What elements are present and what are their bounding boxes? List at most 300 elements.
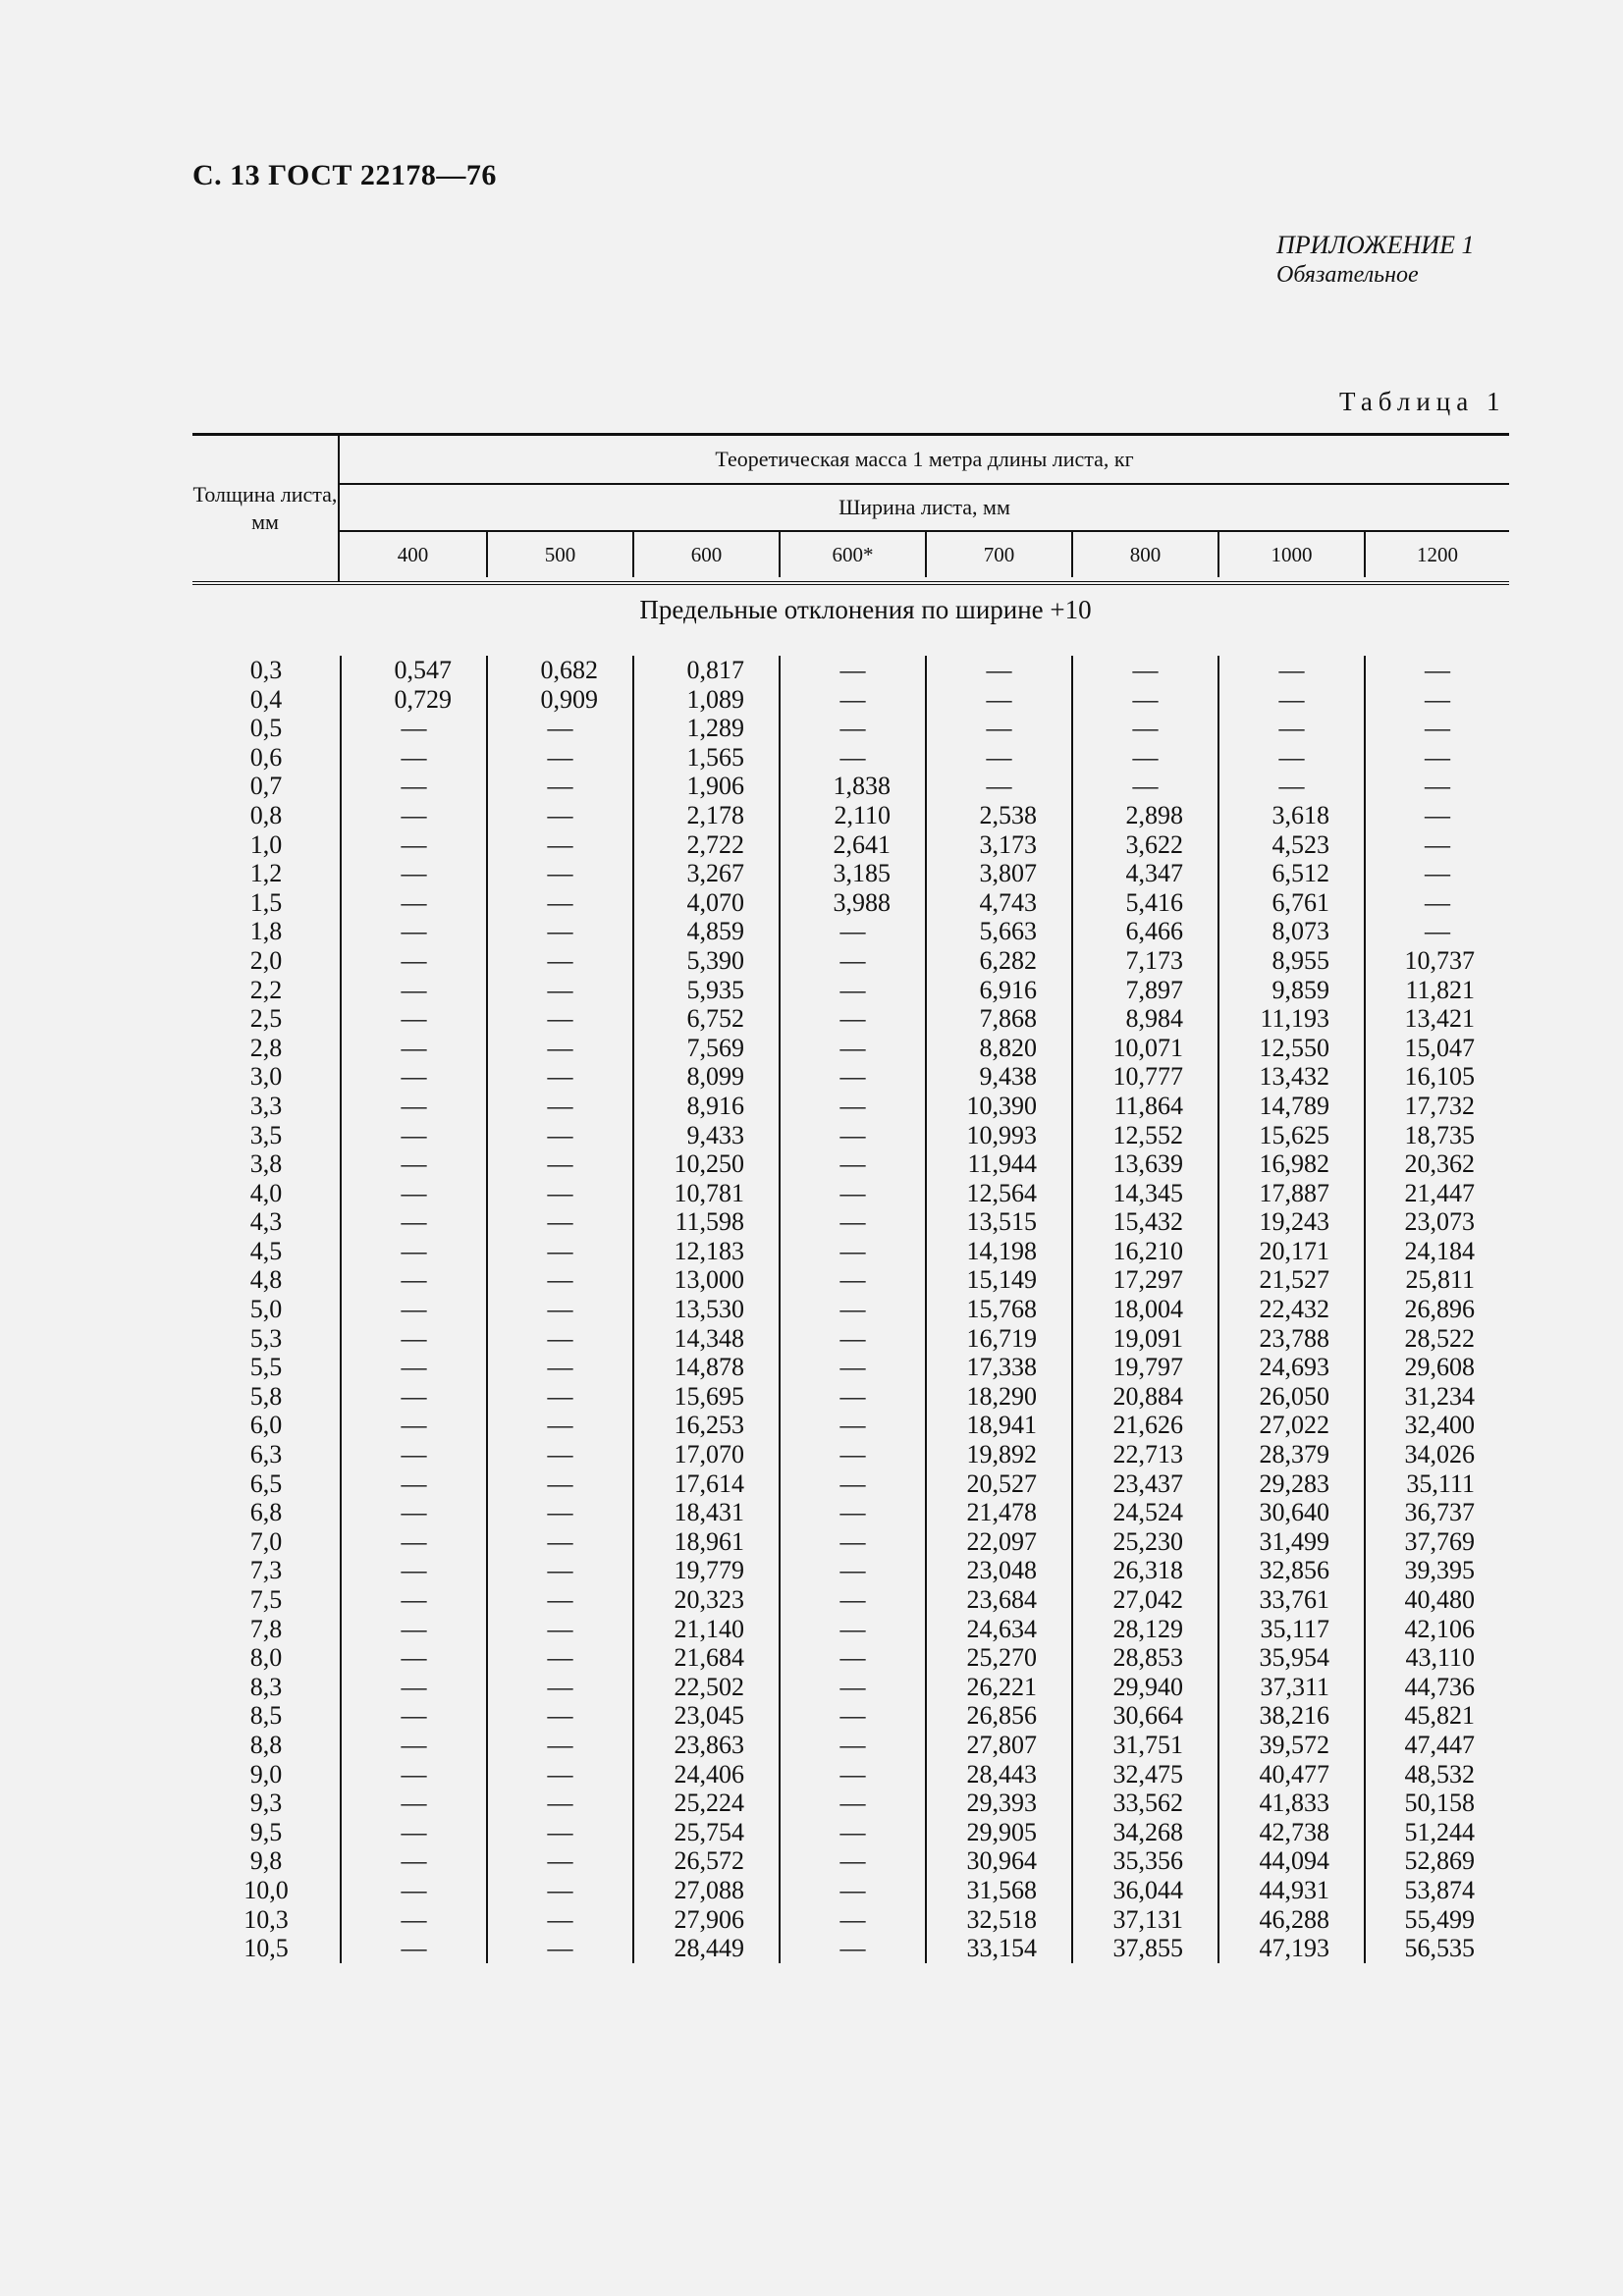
mass-cell: 2,178 xyxy=(632,801,779,830)
mass-cell: 32,856 xyxy=(1217,1556,1364,1585)
thickness-cell: 0,5 xyxy=(249,714,283,743)
mass-cell: — xyxy=(340,743,486,773)
mass-cell: 8,984 xyxy=(1071,1004,1217,1034)
thickness-cell: 4,3 xyxy=(249,1207,283,1237)
mass-cell: 32,400 xyxy=(1364,1411,1509,1440)
mass-cell: 2,538 xyxy=(925,801,1071,830)
mass-cell: 12,552 xyxy=(1071,1121,1217,1150)
mass-cell: 47,193 xyxy=(1217,1934,1364,1963)
mass-cell: — xyxy=(1217,714,1364,743)
table-row xyxy=(192,1731,1509,1760)
mass-cell: — xyxy=(779,656,925,685)
mass-cell: 25,270 xyxy=(925,1643,1071,1673)
mass-cell: 21,447 xyxy=(1364,1179,1509,1208)
mass-cell: — xyxy=(1217,743,1364,773)
mass-cell: 19,243 xyxy=(1217,1207,1364,1237)
mass-cell: 33,154 xyxy=(925,1934,1071,1963)
table-row xyxy=(192,917,1509,946)
column-rule-spacer xyxy=(192,1963,1509,1977)
mass-cell: 18,941 xyxy=(925,1411,1071,1440)
thickness-cell: 1,2 xyxy=(249,859,283,888)
mass-cell: 37,855 xyxy=(1071,1934,1217,1963)
mass-cell: — xyxy=(486,1673,632,1702)
mass-cell: — xyxy=(486,1062,632,1092)
table-row xyxy=(192,1034,1509,1063)
mass-cell: 26,896 xyxy=(1364,1295,1509,1324)
appendix-status: Обязательное xyxy=(1276,262,1419,288)
thickness-column-header: Толщина листа, мм xyxy=(192,436,340,581)
mass-cell: — xyxy=(340,1149,486,1179)
mass-cell: 19,091 xyxy=(1071,1324,1217,1354)
mass-cell: 27,088 xyxy=(632,1876,779,1905)
width-header: Ширина листа, мм xyxy=(340,485,1509,532)
mass-cell: — xyxy=(340,830,486,860)
mass-cell: — xyxy=(486,743,632,773)
table-row xyxy=(192,743,1509,773)
table-row xyxy=(192,976,1509,1005)
mass-cell: 13,530 xyxy=(632,1295,779,1324)
mass-cell: — xyxy=(779,1615,925,1644)
mass-cell: 3,267 xyxy=(632,859,779,888)
mass-cell: — xyxy=(340,1295,486,1324)
mass-cell: 15,695 xyxy=(632,1382,779,1412)
mass-cell: 13,639 xyxy=(1071,1149,1217,1179)
mass-cell: — xyxy=(1364,859,1509,888)
mass-cell: 24,524 xyxy=(1071,1498,1217,1527)
mass-cell: — xyxy=(1071,656,1217,685)
mass-cell: 1,906 xyxy=(632,772,779,801)
thickness-cell: 3,8 xyxy=(249,1149,283,1179)
mass-cell: 34,268 xyxy=(1071,1818,1217,1847)
mass-cell: 6,916 xyxy=(925,976,1071,1005)
mass-cell: 4,743 xyxy=(925,888,1071,918)
mass-cell: 23,437 xyxy=(1071,1469,1217,1499)
mass-cell: 40,477 xyxy=(1217,1760,1364,1789)
mass-cell: 26,221 xyxy=(925,1673,1071,1702)
table-row xyxy=(192,1353,1509,1382)
mass-cell: 30,664 xyxy=(1071,1701,1217,1731)
mass-cell: — xyxy=(1364,656,1509,685)
mass-cell: — xyxy=(486,1498,632,1527)
mass-cell: 14,789 xyxy=(1217,1092,1364,1121)
mass-cell: 7,569 xyxy=(632,1034,779,1063)
mass-cell: — xyxy=(1071,714,1217,743)
mass-cell: — xyxy=(1364,917,1509,946)
mass-cell: 0,682 xyxy=(486,656,632,685)
mass-cell: — xyxy=(925,772,1071,801)
table-row xyxy=(192,1062,1509,1092)
thickness-cell: 6,5 xyxy=(249,1468,283,1498)
mass-cell: — xyxy=(340,1556,486,1585)
mass-cell: — xyxy=(340,1673,486,1702)
mass-cell: — xyxy=(1364,685,1509,715)
mass-cell: 40,480 xyxy=(1364,1585,1509,1615)
mass-cell: 31,234 xyxy=(1364,1382,1509,1412)
mass-cell: 16,719 xyxy=(925,1324,1071,1354)
mass-cell: — xyxy=(486,1818,632,1847)
thickness-cell: 5,8 xyxy=(249,1381,283,1411)
table-row xyxy=(192,1934,1509,1963)
mass-cell: — xyxy=(340,1498,486,1527)
mass-cell: — xyxy=(1071,685,1217,715)
mass-cell: 23,073 xyxy=(1364,1207,1509,1237)
thickness-cell: 5,0 xyxy=(249,1295,283,1324)
mass-cell: — xyxy=(779,685,925,715)
thickness-cell: 5,3 xyxy=(249,1323,283,1353)
mass-cell: 5,935 xyxy=(632,976,779,1005)
mass-cell: 15,047 xyxy=(1364,1034,1509,1063)
mass-cell: 29,940 xyxy=(1071,1673,1217,1702)
mass-cell: — xyxy=(1364,772,1509,801)
mass-cell: — xyxy=(340,1615,486,1644)
mass-cell: 15,432 xyxy=(1071,1207,1217,1237)
mass-cell: — xyxy=(779,1411,925,1440)
mass-cell: 25,754 xyxy=(632,1818,779,1847)
mass-cell: 16,253 xyxy=(632,1411,779,1440)
mass-cell: 55,499 xyxy=(1364,1905,1509,1935)
mass-cell: 38,216 xyxy=(1217,1701,1364,1731)
mass-cell: 26,856 xyxy=(925,1701,1071,1731)
mass-cell: — xyxy=(340,1846,486,1876)
table-row xyxy=(192,1295,1509,1324)
mass-cell: — xyxy=(486,1382,632,1412)
mass-cell: — xyxy=(779,1382,925,1412)
mass-cell: 29,393 xyxy=(925,1789,1071,1818)
width-col-400: 400 xyxy=(397,542,429,566)
mass-cell: — xyxy=(340,1092,486,1121)
mass-cell: — xyxy=(779,1353,925,1382)
thickness-cell: 2,0 xyxy=(249,945,283,975)
mass-cell: — xyxy=(486,1121,632,1150)
mass-cell: 0,729 xyxy=(340,685,486,715)
mass-cell: 10,390 xyxy=(925,1092,1071,1121)
thickness-cell: 10,3 xyxy=(243,1904,289,1934)
mass-cell: — xyxy=(1364,801,1509,830)
mass-cell: 15,768 xyxy=(925,1295,1071,1324)
table-row xyxy=(192,1411,1509,1440)
mass-cell: — xyxy=(779,917,925,946)
mass-cell: 53,874 xyxy=(1364,1876,1509,1905)
table-row xyxy=(192,1440,1509,1469)
thickness-cell: 5,5 xyxy=(249,1353,283,1382)
table-row xyxy=(192,830,1509,860)
mass-cell: 8,916 xyxy=(632,1092,779,1121)
thickness-cell: 0,6 xyxy=(249,742,283,772)
mass-cell: — xyxy=(1217,685,1364,715)
table-row xyxy=(192,946,1509,976)
mass-cell: 17,732 xyxy=(1364,1092,1509,1121)
mass-cell: — xyxy=(779,1092,925,1121)
mass-cell: — xyxy=(925,685,1071,715)
thickness-cell: 10,0 xyxy=(243,1875,289,1904)
mass-cell: 13,432 xyxy=(1217,1062,1364,1092)
mass-cell: — xyxy=(779,1265,925,1295)
mass-cell: 10,737 xyxy=(1364,946,1509,976)
mass-cell: 18,431 xyxy=(632,1498,779,1527)
table-row xyxy=(192,1615,1509,1644)
mass-cell: 18,290 xyxy=(925,1382,1071,1412)
mass-cell: 15,625 xyxy=(1217,1121,1364,1150)
mass-cell: 5,416 xyxy=(1071,888,1217,918)
mass-cell: 16,105 xyxy=(1364,1062,1509,1092)
mass-cell: — xyxy=(925,743,1071,773)
mass-cell: — xyxy=(779,1527,925,1557)
thickness-cell: 9,0 xyxy=(249,1759,283,1789)
mass-cell: — xyxy=(1364,743,1509,773)
mass-cell: 10,781 xyxy=(632,1179,779,1208)
mass-cell: — xyxy=(1364,714,1509,743)
mass-cell: — xyxy=(486,1324,632,1354)
table-row xyxy=(192,1382,1509,1412)
mass-cell: 22,502 xyxy=(632,1673,779,1702)
thickness-cell: 0,4 xyxy=(249,684,283,714)
width-columns xyxy=(340,532,1509,577)
mass-cell: 27,906 xyxy=(632,1905,779,1935)
table-row xyxy=(192,772,1509,801)
mass-cell: 10,071 xyxy=(1071,1034,1217,1063)
mass-cell: — xyxy=(779,1498,925,1527)
mass-cell: 2,722 xyxy=(632,830,779,860)
mass-cell: 32,475 xyxy=(1071,1760,1217,1789)
thickness-cell: 7,5 xyxy=(249,1585,283,1614)
thickness-cell: 6,3 xyxy=(249,1440,283,1469)
table-row xyxy=(192,1789,1509,1818)
mass-cell: — xyxy=(779,1207,925,1237)
width-col-1000: 1000 xyxy=(1217,532,1364,577)
mass-cell: 42,738 xyxy=(1217,1818,1364,1847)
table-row xyxy=(192,1701,1509,1731)
mass-cell: 35,111 xyxy=(1364,1469,1509,1499)
mass-cell: — xyxy=(779,1731,925,1760)
mass-cell: 10,250 xyxy=(632,1149,779,1179)
mass-cell: — xyxy=(779,1121,925,1150)
table-row xyxy=(192,1527,1509,1557)
page-title: С. 13 ГОСТ 22178—76 xyxy=(192,159,497,191)
mass-cell: 1,089 xyxy=(632,685,779,715)
width-col-700: 700 xyxy=(925,532,1071,577)
table-row xyxy=(192,1149,1509,1179)
mass-cell: 8,955 xyxy=(1217,946,1364,976)
mass-cell: 19,797 xyxy=(1071,1353,1217,1382)
table-row xyxy=(192,1179,1509,1208)
mass-cell: — xyxy=(486,1004,632,1034)
mass-cell: 8,099 xyxy=(632,1062,779,1092)
thickness-cell: 3,0 xyxy=(249,1062,283,1092)
mass-cell: 12,183 xyxy=(632,1237,779,1266)
mass-cell: — xyxy=(486,1237,632,1266)
mass-cell: — xyxy=(779,1876,925,1905)
table-row xyxy=(192,1760,1509,1789)
mass-cell: 33,562 xyxy=(1071,1789,1217,1818)
mass-cell: — xyxy=(486,1179,632,1208)
mass-cell: 19,779 xyxy=(632,1556,779,1585)
mass-cell: — xyxy=(486,1034,632,1063)
mass-cell: — xyxy=(486,1731,632,1760)
mass-cell: 3,622 xyxy=(1071,830,1217,860)
table-row xyxy=(192,1673,1509,1702)
mass-cell: 17,070 xyxy=(632,1440,779,1469)
thickness-cell: 2,5 xyxy=(249,1004,283,1034)
table-row xyxy=(192,888,1509,918)
thickness-cell: 3,5 xyxy=(249,1120,283,1149)
mass-cell: — xyxy=(779,1701,925,1731)
mass-cell: 25,811 xyxy=(1364,1265,1509,1295)
mass-cell: — xyxy=(486,1556,632,1585)
table-row xyxy=(192,1324,1509,1354)
mass-cell: 3,185 xyxy=(779,859,925,888)
mass-cell: 37,131 xyxy=(1071,1905,1217,1935)
mass-cell: 17,887 xyxy=(1217,1179,1364,1208)
table-row xyxy=(192,1237,1509,1266)
table-row xyxy=(192,1818,1509,1847)
thickness-cell: 8,5 xyxy=(249,1701,283,1731)
mass-cell: 30,964 xyxy=(925,1846,1071,1876)
mass-cell: 48,532 xyxy=(1364,1760,1509,1789)
mass-cell: — xyxy=(340,801,486,830)
mass-cell: — xyxy=(340,917,486,946)
thickness-cell: 0,7 xyxy=(249,772,283,801)
mass-cell: — xyxy=(340,976,486,1005)
mass-cell: 6,466 xyxy=(1071,917,1217,946)
mass-cell: — xyxy=(340,772,486,801)
mass-cell: — xyxy=(486,1411,632,1440)
mass-cell: 2,110 xyxy=(779,801,925,830)
mass-cell: — xyxy=(779,1004,925,1034)
mass-cell: — xyxy=(779,1295,925,1324)
mass-cell: 22,097 xyxy=(925,1527,1071,1557)
mass-cell: 5,390 xyxy=(632,946,779,976)
mass-cell: 13,000 xyxy=(632,1265,779,1295)
mass-cell: 30,640 xyxy=(1217,1498,1364,1527)
mass-cell: — xyxy=(340,1731,486,1760)
mass-cell: 21,478 xyxy=(925,1498,1071,1527)
mass-cell: 20,323 xyxy=(632,1585,779,1615)
mass-cell: — xyxy=(779,1818,925,1847)
mass-cell: — xyxy=(486,888,632,918)
mass-cell: 35,356 xyxy=(1071,1846,1217,1876)
mass-cell: 7,868 xyxy=(925,1004,1071,1034)
mass-header: Теоретическая масса 1 метра длины листа, кг xyxy=(340,436,1509,485)
mass-cell: 51,244 xyxy=(1364,1818,1509,1847)
mass-cell: — xyxy=(486,1934,632,1963)
thickness-cell: 7,0 xyxy=(249,1526,283,1556)
mass-cell: 23,048 xyxy=(925,1556,1071,1585)
thickness-cell: 8,8 xyxy=(249,1730,283,1759)
mass-cell: 28,379 xyxy=(1217,1440,1364,1469)
mass-cell: — xyxy=(779,1585,925,1615)
mass-cell: — xyxy=(779,1062,925,1092)
table-row xyxy=(192,1643,1509,1673)
mass-cell: 24,406 xyxy=(632,1760,779,1789)
mass-cell: — xyxy=(486,1295,632,1324)
mass-cell: — xyxy=(779,1149,925,1179)
mass-cell: — xyxy=(1364,830,1509,860)
table-row xyxy=(192,1585,1509,1615)
mass-cell: — xyxy=(340,714,486,743)
mass-cell: 13,421 xyxy=(1364,1004,1509,1034)
mass-cell: 29,608 xyxy=(1364,1353,1509,1382)
mass-cell: — xyxy=(340,1265,486,1295)
thickness-cell: 9,5 xyxy=(249,1817,283,1846)
mass-cell: — xyxy=(340,1004,486,1034)
mass-cell: 2,641 xyxy=(779,830,925,860)
table-row xyxy=(192,1121,1509,1150)
mass-cell: — xyxy=(340,1121,486,1150)
mass-cell: — xyxy=(779,1789,925,1818)
mass-cell: 35,117 xyxy=(1217,1615,1364,1644)
thickness-cell: 8,0 xyxy=(249,1643,283,1673)
mass-cell: — xyxy=(1217,656,1364,685)
mass-cell: 6,282 xyxy=(925,946,1071,976)
mass-cell: 11,821 xyxy=(1364,976,1509,1005)
mass-cell: 23,684 xyxy=(925,1585,1071,1615)
mass-cell: 56,535 xyxy=(1364,1934,1509,1963)
mass-cell: — xyxy=(340,1237,486,1266)
mass-cell: 27,042 xyxy=(1071,1585,1217,1615)
mass-cell: — xyxy=(779,1556,925,1585)
mass-cell: 44,736 xyxy=(1364,1673,1509,1702)
mass-cell: 7,173 xyxy=(1071,946,1217,976)
mass-cell: 6,752 xyxy=(632,1004,779,1034)
mass-cell: 20,527 xyxy=(925,1469,1071,1499)
mass-cell: 27,022 xyxy=(1217,1411,1364,1440)
mass-cell: 32,518 xyxy=(925,1905,1071,1935)
mass-cell: — xyxy=(486,1760,632,1789)
mass-cell: — xyxy=(486,1440,632,1469)
mass-cell: — xyxy=(486,976,632,1005)
mass-cell: 23,045 xyxy=(632,1701,779,1731)
mass-cell: 31,751 xyxy=(1071,1731,1217,1760)
mass-cell: — xyxy=(340,1760,486,1789)
mass-cell: — xyxy=(486,1585,632,1615)
mass-cell: 0,817 xyxy=(632,656,779,685)
mass-cell: — xyxy=(340,1818,486,1847)
mass-cell: 44,931 xyxy=(1217,1876,1364,1905)
mass-cell: 18,735 xyxy=(1364,1121,1509,1150)
mass-cell: — xyxy=(486,772,632,801)
mass-cell: 14,878 xyxy=(632,1353,779,1382)
mass-cell: 45,821 xyxy=(1364,1701,1509,1731)
mass-cell: 24,693 xyxy=(1217,1353,1364,1382)
mass-cell: — xyxy=(486,946,632,976)
mass-cell: — xyxy=(925,714,1071,743)
mass-cell: — xyxy=(486,1846,632,1876)
mass-cell: — xyxy=(779,1237,925,1266)
mass-cell: 42,106 xyxy=(1364,1615,1509,1644)
mass-cell: — xyxy=(486,1207,632,1237)
mass-cell: 29,905 xyxy=(925,1818,1071,1847)
mass-cell: — xyxy=(486,1643,632,1673)
mass-cell: 17,297 xyxy=(1071,1265,1217,1295)
mass-cell: 22,432 xyxy=(1217,1295,1364,1324)
mass-cell: 25,224 xyxy=(632,1789,779,1818)
mass-cell: 43,110 xyxy=(1364,1643,1509,1673)
table-row xyxy=(192,714,1509,743)
mass-cell: — xyxy=(779,1440,925,1469)
mass-cell: 36,737 xyxy=(1364,1498,1509,1527)
mass-cell: — xyxy=(340,1062,486,1092)
mass-cell: 31,499 xyxy=(1217,1527,1364,1557)
thickness-cell: 0,8 xyxy=(249,800,283,829)
mass-cell: 22,713 xyxy=(1071,1440,1217,1469)
mass-cell: — xyxy=(779,1324,925,1354)
mass-cell: 12,564 xyxy=(925,1179,1071,1208)
mass-cell: 8,820 xyxy=(925,1034,1071,1063)
mass-cell: — xyxy=(340,1905,486,1935)
mass-cell: — xyxy=(340,946,486,976)
mass-cell: 3,807 xyxy=(925,859,1071,888)
mass-cell: — xyxy=(1071,772,1217,801)
